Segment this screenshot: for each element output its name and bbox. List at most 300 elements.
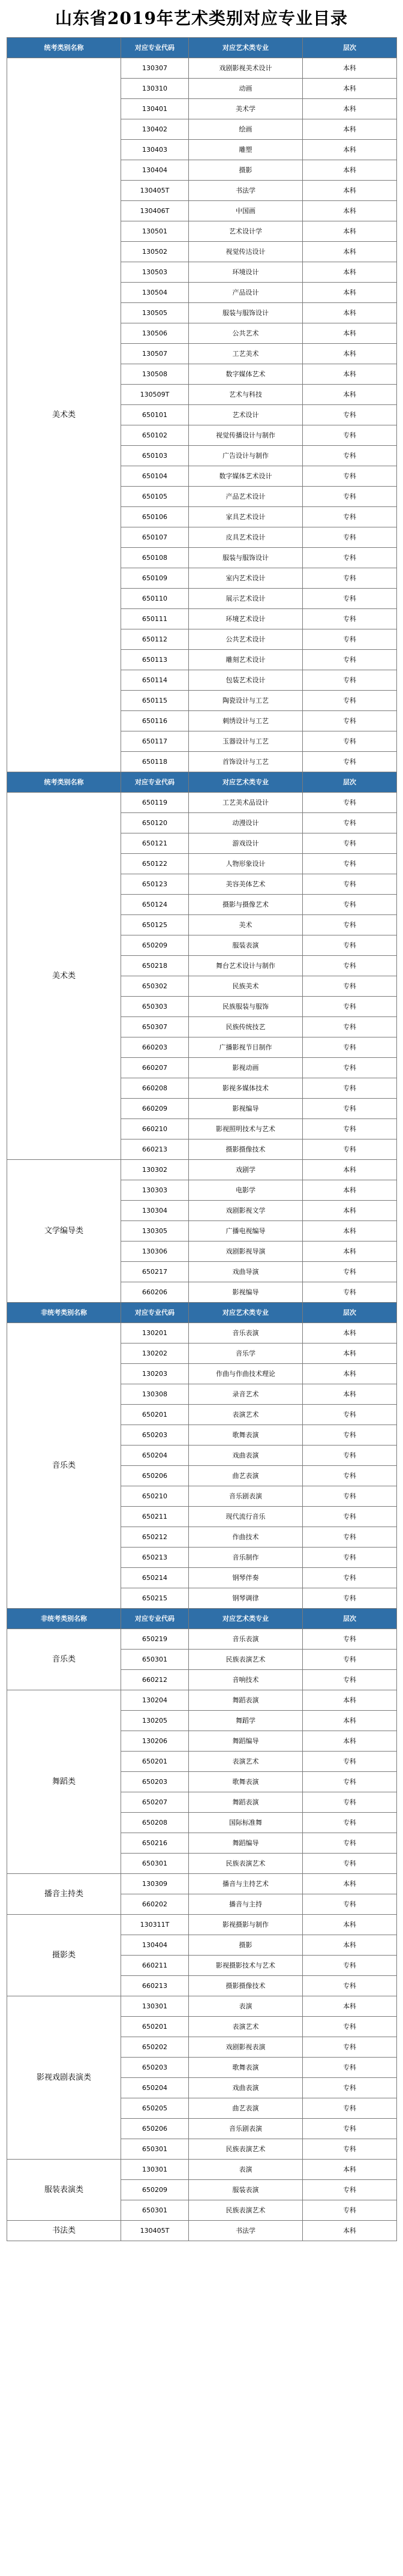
major-code-cell: 650213 xyxy=(121,1548,189,1568)
major-name-cell: 表演 xyxy=(189,1996,303,2017)
major-name-cell: 室内艺术设计 xyxy=(189,568,303,589)
major-code-cell: 650113 xyxy=(121,650,189,670)
major-name-cell: 摄影 xyxy=(189,160,303,181)
header-category-name: 非统考类别名称 xyxy=(7,1609,121,1629)
major-code-cell: 650125 xyxy=(121,915,189,935)
major-name-cell: 播音与主持艺术 xyxy=(189,1874,303,1894)
level-cell: 专科 xyxy=(303,2098,397,2119)
level-cell: 本科 xyxy=(303,323,397,344)
major-code-cell: 650212 xyxy=(121,1527,189,1548)
level-cell: 本科 xyxy=(303,221,397,242)
major-name-cell: 戏曲表演 xyxy=(189,1446,303,1466)
major-name-cell: 表演艺术 xyxy=(189,2017,303,2037)
major-code-cell: 650210 xyxy=(121,1486,189,1507)
level-cell: 专科 xyxy=(303,1262,397,1282)
category-name-cell: 美术类 xyxy=(7,58,121,772)
level-cell: 专科 xyxy=(303,731,397,752)
major-name-cell: 产品设计 xyxy=(189,283,303,303)
table-header-row xyxy=(7,772,397,793)
major-code-cell: 130301 xyxy=(121,2160,189,2180)
major-code-cell: 130310 xyxy=(121,79,189,99)
major-code-cell: 650117 xyxy=(121,731,189,752)
level-cell: 本科 xyxy=(303,1935,397,1956)
major-name-cell: 家具艺术设计 xyxy=(189,507,303,527)
level-cell: 专科 xyxy=(303,1956,397,1976)
major-name-cell: 音乐学 xyxy=(189,1344,303,1364)
major-name-cell: 表演艺术 xyxy=(189,1405,303,1425)
header-level: 层次 xyxy=(303,772,397,793)
major-code-cell: 650205 xyxy=(121,2098,189,2119)
major-name-cell: 民族表演艺术 xyxy=(189,2139,303,2160)
major-name-cell: 音乐表演 xyxy=(189,1629,303,1650)
major-name-cell: 舞蹈表演 xyxy=(189,1690,303,1711)
major-name-cell: 表演艺术 xyxy=(189,1752,303,1772)
major-name-cell: 人物形象设计 xyxy=(189,854,303,874)
major-code-cell: 130504 xyxy=(121,283,189,303)
major-code-cell: 650121 xyxy=(121,833,189,854)
major-name-cell: 戏曲表演 xyxy=(189,2078,303,2098)
category-name-cell: 美术类 xyxy=(7,793,121,1160)
major-name-cell: 摄影摄像技术 xyxy=(189,1976,303,1996)
level-cell: 本科 xyxy=(303,1915,397,1935)
level-cell: 专科 xyxy=(303,1078,397,1099)
major-name-cell: 工艺美术 xyxy=(189,344,303,364)
level-cell: 专科 xyxy=(303,833,397,854)
major-code-cell: 650206 xyxy=(121,1466,189,1486)
level-cell: 专科 xyxy=(303,446,397,466)
major-code-cell: 660208 xyxy=(121,1078,189,1099)
major-code-cell: 650303 xyxy=(121,997,189,1017)
major-code-cell: 650208 xyxy=(121,1813,189,1833)
major-name-cell: 音乐制作 xyxy=(189,1548,303,1568)
category-name-cell: 音乐类 xyxy=(7,1323,121,1609)
major-name-cell: 雕塑 xyxy=(189,140,303,160)
level-cell: 专科 xyxy=(303,405,397,425)
major-code-cell: 130505 xyxy=(121,303,189,323)
major-name-cell: 包装艺术设计 xyxy=(189,670,303,691)
major-code-cell: 130302 xyxy=(121,1160,189,1180)
level-cell: 本科 xyxy=(303,181,397,201)
major-name-cell: 民族表演艺术 xyxy=(189,1854,303,1874)
major-name-cell: 钢琴伴奏 xyxy=(189,1568,303,1588)
level-cell: 专科 xyxy=(303,507,397,527)
level-cell: 专科 xyxy=(303,609,397,629)
table-row xyxy=(7,1690,397,1711)
major-code-cell: 130404 xyxy=(121,1935,189,1956)
major-code-cell: 650202 xyxy=(121,2037,189,2058)
level-cell: 专科 xyxy=(303,793,397,813)
major-code-cell: 130201 xyxy=(121,1323,189,1344)
major-code-cell: 650120 xyxy=(121,813,189,833)
level-cell: 专科 xyxy=(303,956,397,976)
major-code-cell: 650105 xyxy=(121,487,189,507)
major-code-cell: 130405T xyxy=(121,2221,189,2241)
major-code-cell: 650201 xyxy=(121,2017,189,2037)
level-cell: 本科 xyxy=(303,303,397,323)
major-code-cell: 130406T xyxy=(121,201,189,221)
major-code-cell: 130309 xyxy=(121,1874,189,1894)
level-cell: 专科 xyxy=(303,2058,397,2078)
major-code-cell: 130508 xyxy=(121,364,189,385)
category-name-cell: 摄影类 xyxy=(7,1915,121,1996)
level-cell: 专科 xyxy=(303,691,397,711)
level-cell: 本科 xyxy=(303,1874,397,1894)
major-name-cell: 曲艺表演 xyxy=(189,2098,303,2119)
header-major-name: 对应艺术类专业 xyxy=(189,1303,303,1323)
major-code-cell: 650219 xyxy=(121,1629,189,1650)
major-name-cell: 服装与服饰设计 xyxy=(189,548,303,568)
major-code-cell: 130203 xyxy=(121,1364,189,1384)
major-name-cell: 艺术设计 xyxy=(189,405,303,425)
major-name-cell: 首饰设计与工艺 xyxy=(189,752,303,772)
category-name-cell: 播音主持类 xyxy=(7,1874,121,1915)
level-cell: 专科 xyxy=(303,1772,397,1792)
table-row xyxy=(7,2160,397,2180)
major-code-cell: 650215 xyxy=(121,1588,189,1609)
major-name-cell: 影视照明技术与艺术 xyxy=(189,1119,303,1139)
major-name-cell: 美术学 xyxy=(189,99,303,119)
major-code-cell: 130205 xyxy=(121,1711,189,1731)
level-cell: 专科 xyxy=(303,2139,397,2160)
major-code-cell: 650203 xyxy=(121,1772,189,1792)
major-code-cell: 130509T xyxy=(121,385,189,405)
category-name-cell: 书法类 xyxy=(7,2221,121,2241)
header-level: 层次 xyxy=(303,1303,397,1323)
major-name-cell: 玉器设计与工艺 xyxy=(189,731,303,752)
table-row xyxy=(7,1323,397,1344)
level-cell: 专科 xyxy=(303,650,397,670)
major-name-cell: 环境设计 xyxy=(189,262,303,283)
major-name-cell: 广告设计与制作 xyxy=(189,446,303,466)
level-cell: 专科 xyxy=(303,466,397,487)
table-row xyxy=(7,793,397,813)
major-code-cell: 650206 xyxy=(121,2119,189,2139)
major-name-cell: 戏剧影视美术设计 xyxy=(189,58,303,79)
table-row xyxy=(7,58,397,79)
major-code-cell: 650203 xyxy=(121,1425,189,1446)
major-name-cell: 动漫设计 xyxy=(189,813,303,833)
level-cell: 本科 xyxy=(303,201,397,221)
level-cell: 专科 xyxy=(303,1507,397,1527)
table-row xyxy=(7,1629,397,1650)
major-name-cell: 美术 xyxy=(189,915,303,935)
major-name-cell: 视觉传播设计与制作 xyxy=(189,425,303,446)
major-name-cell: 绘画 xyxy=(189,119,303,140)
level-cell: 本科 xyxy=(303,1364,397,1384)
level-cell: 专科 xyxy=(303,1405,397,1425)
major-code-cell: 650214 xyxy=(121,1568,189,1588)
level-cell: 本科 xyxy=(303,1731,397,1752)
level-cell: 本科 xyxy=(303,283,397,303)
level-cell: 专科 xyxy=(303,1568,397,1588)
level-cell: 专科 xyxy=(303,1099,397,1119)
major-code-cell: 650201 xyxy=(121,1405,189,1425)
level-cell: 本科 xyxy=(303,344,397,364)
table-row xyxy=(7,1915,397,1935)
header-category-name: 统考类别名称 xyxy=(7,772,121,793)
major-code-cell: 650301 xyxy=(121,2139,189,2160)
level-cell: 专科 xyxy=(303,711,397,731)
level-cell: 专科 xyxy=(303,425,397,446)
major-code-cell: 660210 xyxy=(121,1119,189,1139)
major-code-cell: 650211 xyxy=(121,1507,189,1527)
level-cell: 本科 xyxy=(303,242,397,262)
level-cell: 专科 xyxy=(303,1670,397,1690)
level-cell: 本科 xyxy=(303,1160,397,1180)
major-name-cell: 美容美体艺术 xyxy=(189,874,303,895)
level-cell: 专科 xyxy=(303,1854,397,1874)
major-name-cell: 艺术与科技 xyxy=(189,385,303,405)
major-name-cell: 动画 xyxy=(189,79,303,99)
major-code-cell: 130501 xyxy=(121,221,189,242)
level-cell: 专科 xyxy=(303,976,397,997)
level-cell: 专科 xyxy=(303,1813,397,1833)
major-name-cell: 戏剧影视导演 xyxy=(189,1241,303,1262)
level-cell: 专科 xyxy=(303,1629,397,1650)
major-name-cell: 音乐剧表演 xyxy=(189,1486,303,1507)
page-title: 山东省2019年艺术类别对应专业目录 xyxy=(55,8,348,28)
header-level: 层次 xyxy=(303,1609,397,1629)
level-cell: 专科 xyxy=(303,1037,397,1058)
level-cell: 专科 xyxy=(303,568,397,589)
major-code-cell: 650114 xyxy=(121,670,189,691)
header-major-code: 对应专业代码 xyxy=(121,772,189,793)
header-level: 层次 xyxy=(303,38,397,58)
level-cell: 专科 xyxy=(303,2180,397,2200)
major-name-cell: 民族服装与服饰 xyxy=(189,997,303,1017)
catalog-tables xyxy=(0,37,403,2241)
category-name-cell: 舞蹈类 xyxy=(7,1690,121,1874)
major-code-cell: 650111 xyxy=(121,609,189,629)
level-cell: 本科 xyxy=(303,1711,397,1731)
major-name-cell: 陶瓷设计与工艺 xyxy=(189,691,303,711)
level-cell: 本科 xyxy=(303,1344,397,1364)
level-cell: 专科 xyxy=(303,548,397,568)
major-name-cell: 公共艺术 xyxy=(189,323,303,344)
header-major-code: 对应专业代码 xyxy=(121,1609,189,1629)
major-name-cell: 舞蹈学 xyxy=(189,1711,303,1731)
major-name-cell: 书法学 xyxy=(189,181,303,201)
major-code-cell: 130502 xyxy=(121,242,189,262)
table-row xyxy=(7,1874,397,1894)
major-code-cell: 130507 xyxy=(121,344,189,364)
major-name-cell: 曲艺表演 xyxy=(189,1466,303,1486)
major-code-cell: 130402 xyxy=(121,119,189,140)
major-name-cell: 影视编导 xyxy=(189,1099,303,1119)
major-name-cell: 广播电视编导 xyxy=(189,1221,303,1241)
major-name-cell: 钢琴调律 xyxy=(189,1588,303,1609)
level-cell: 专科 xyxy=(303,1548,397,1568)
level-cell: 本科 xyxy=(303,1241,397,1262)
major-code-cell: 650301 xyxy=(121,2200,189,2221)
major-code-cell: 650102 xyxy=(121,425,189,446)
level-cell: 专科 xyxy=(303,1486,397,1507)
major-name-cell: 表演 xyxy=(189,2160,303,2180)
major-code-cell: 650115 xyxy=(121,691,189,711)
major-name-cell: 戏曲导演 xyxy=(189,1262,303,1282)
major-name-cell: 广播影视节目制作 xyxy=(189,1037,303,1058)
level-cell: 专科 xyxy=(303,1527,397,1548)
major-code-cell: 650204 xyxy=(121,1446,189,1466)
major-name-cell: 公共艺术设计 xyxy=(189,629,303,650)
major-code-cell: 660211 xyxy=(121,1956,189,1976)
major-name-cell: 刺绣设计与工艺 xyxy=(189,711,303,731)
level-cell: 本科 xyxy=(303,58,397,79)
major-name-cell: 歌舞表演 xyxy=(189,1772,303,1792)
level-cell: 专科 xyxy=(303,1058,397,1078)
major-code-cell: 130307 xyxy=(121,58,189,79)
major-code-cell: 130311T xyxy=(121,1915,189,1935)
major-code-cell: 130404 xyxy=(121,160,189,181)
level-cell: 专科 xyxy=(303,1792,397,1813)
table-header-row xyxy=(7,38,397,58)
major-name-cell: 中国画 xyxy=(189,201,303,221)
major-name-cell: 音响技术 xyxy=(189,1670,303,1690)
major-name-cell: 舞蹈表演 xyxy=(189,1792,303,1813)
level-cell: 专科 xyxy=(303,1588,397,1609)
level-cell: 专科 xyxy=(303,1894,397,1915)
table-row xyxy=(7,1160,397,1180)
level-cell: 本科 xyxy=(303,1180,397,1201)
level-cell: 本科 xyxy=(303,262,397,283)
major-code-cell: 650218 xyxy=(121,956,189,976)
header-major-name: 对应艺术类专业 xyxy=(189,772,303,793)
major-name-cell: 音乐剧表演 xyxy=(189,2119,303,2139)
table-row xyxy=(7,1996,397,2017)
major-code-cell: 650207 xyxy=(121,1792,189,1813)
level-cell: 专科 xyxy=(303,589,397,609)
major-code-cell: 650302 xyxy=(121,976,189,997)
level-cell: 本科 xyxy=(303,1323,397,1344)
major-code-cell: 650107 xyxy=(121,527,189,548)
major-code-cell: 130308 xyxy=(121,1384,189,1405)
major-name-cell: 现代流行音乐 xyxy=(189,1507,303,1527)
level-cell: 本科 xyxy=(303,79,397,99)
level-cell: 专科 xyxy=(303,935,397,956)
major-name-cell: 影视多媒体技术 xyxy=(189,1078,303,1099)
major-code-cell: 650116 xyxy=(121,711,189,731)
level-cell: 本科 xyxy=(303,140,397,160)
major-code-cell: 650108 xyxy=(121,548,189,568)
major-code-cell: 130405T xyxy=(121,181,189,201)
major-name-cell: 歌舞表演 xyxy=(189,1425,303,1446)
level-cell: 专科 xyxy=(303,1119,397,1139)
major-name-cell: 视觉传达设计 xyxy=(189,242,303,262)
level-cell: 专科 xyxy=(303,997,397,1017)
major-name-cell: 环境艺术设计 xyxy=(189,609,303,629)
major-name-cell: 戏剧影视表演 xyxy=(189,2037,303,2058)
level-cell: 专科 xyxy=(303,2078,397,2098)
level-cell: 专科 xyxy=(303,915,397,935)
major-code-cell: 650122 xyxy=(121,854,189,874)
header-major-code: 对应专业代码 xyxy=(121,38,189,58)
level-cell: 专科 xyxy=(303,1017,397,1037)
major-code-cell: 130403 xyxy=(121,140,189,160)
major-code-cell: 660207 xyxy=(121,1058,189,1078)
major-name-cell: 游戏设计 xyxy=(189,833,303,854)
major-code-cell: 130206 xyxy=(121,1731,189,1752)
level-cell: 专科 xyxy=(303,487,397,507)
major-name-cell: 摄影与摄像艺术 xyxy=(189,895,303,915)
major-name-cell: 播音与主持 xyxy=(189,1894,303,1915)
major-code-cell: 650103 xyxy=(121,446,189,466)
header-major-code: 对应专业代码 xyxy=(121,1303,189,1323)
major-name-cell: 书法学 xyxy=(189,2221,303,2241)
level-cell: 本科 xyxy=(303,1221,397,1241)
major-code-cell: 130204 xyxy=(121,1690,189,1711)
major-code-cell: 130506 xyxy=(121,323,189,344)
major-code-cell: 650216 xyxy=(121,1833,189,1854)
major-code-cell: 650201 xyxy=(121,1752,189,1772)
major-code-cell: 130303 xyxy=(121,1180,189,1201)
major-code-cell: 650301 xyxy=(121,1854,189,1874)
level-cell: 本科 xyxy=(303,385,397,405)
major-code-cell: 130306 xyxy=(121,1241,189,1262)
major-code-cell: 650106 xyxy=(121,507,189,527)
major-name-cell: 服装与服饰设计 xyxy=(189,303,303,323)
category-name-cell: 影视戏剧表演类 xyxy=(7,1996,121,2160)
level-cell: 专科 xyxy=(303,2119,397,2139)
major-code-cell: 650217 xyxy=(121,1262,189,1282)
major-code-cell: 650204 xyxy=(121,2078,189,2098)
table-row xyxy=(7,2221,397,2241)
major-code-cell: 660213 xyxy=(121,1976,189,1996)
major-name-cell: 国际标准舞 xyxy=(189,1813,303,1833)
level-cell: 专科 xyxy=(303,813,397,833)
table-header-row xyxy=(7,1609,397,1629)
major-name-cell: 民族表演艺术 xyxy=(189,2200,303,2221)
major-name-cell: 音乐表演 xyxy=(189,1323,303,1344)
major-name-cell: 影视摄影与制作 xyxy=(189,1915,303,1935)
major-code-cell: 650301 xyxy=(121,1650,189,1670)
major-name-cell: 服装表演 xyxy=(189,2180,303,2200)
major-code-cell: 650209 xyxy=(121,2180,189,2200)
level-cell: 专科 xyxy=(303,1833,397,1854)
major-code-cell: 130401 xyxy=(121,99,189,119)
category-name-cell: 音乐类 xyxy=(7,1629,121,1690)
level-cell: 专科 xyxy=(303,670,397,691)
major-code-cell: 650209 xyxy=(121,935,189,956)
level-cell: 专科 xyxy=(303,1139,397,1160)
header-category-name: 非统考类别名称 xyxy=(7,1303,121,1323)
major-name-cell: 产品艺术设计 xyxy=(189,487,303,507)
major-code-cell: 660202 xyxy=(121,1894,189,1915)
major-code-cell: 650123 xyxy=(121,874,189,895)
level-cell: 专科 xyxy=(303,1752,397,1772)
major-name-cell: 影视摄影技术与艺术 xyxy=(189,1956,303,1976)
major-code-cell: 650203 xyxy=(121,2058,189,2078)
major-name-cell: 雕刻艺术设计 xyxy=(189,650,303,670)
major-name-cell: 民族表演艺术 xyxy=(189,1650,303,1670)
major-name-cell: 民族传统技艺 xyxy=(189,1017,303,1037)
level-cell: 专科 xyxy=(303,2017,397,2037)
major-code-cell: 650307 xyxy=(121,1017,189,1037)
major-code-cell: 650118 xyxy=(121,752,189,772)
level-cell: 专科 xyxy=(303,895,397,915)
major-name-cell: 数字媒体艺术 xyxy=(189,364,303,385)
major-name-cell: 摄影 xyxy=(189,1935,303,1956)
major-code-cell: 650109 xyxy=(121,568,189,589)
major-code-cell: 660213 xyxy=(121,1139,189,1160)
major-name-cell: 摄影摄像技术 xyxy=(189,1139,303,1160)
header-major-name: 对应艺术类专业 xyxy=(189,38,303,58)
major-name-cell: 工艺美术品设计 xyxy=(189,793,303,813)
level-cell: 本科 xyxy=(303,1690,397,1711)
level-cell: 专科 xyxy=(303,1446,397,1466)
major-name-cell: 录音艺术 xyxy=(189,1384,303,1405)
major-name-cell: 民族美术 xyxy=(189,976,303,997)
major-code-cell: 650104 xyxy=(121,466,189,487)
